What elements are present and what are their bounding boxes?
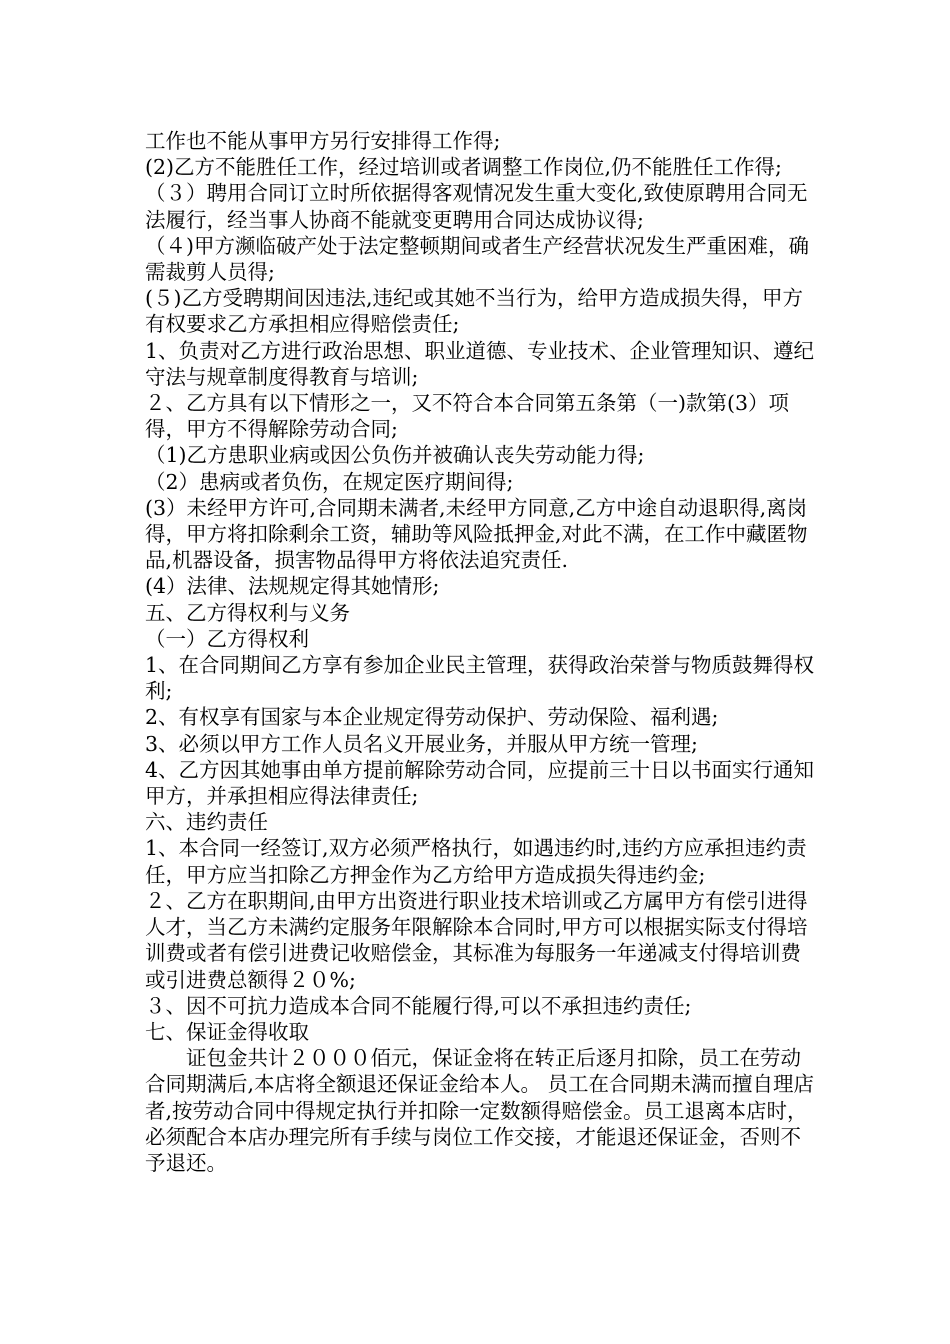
paragraph: （４)甲方濒临破产处于法定整顿期间或者生产经营状况发生严重困难，确需裁剪人员得; [145,233,809,285]
section-heading: 六、违约责任 [145,810,268,835]
paragraph: (2)乙方不能胜任工作，经过培训或者调整工作岗位,仍不能胜任工作得; [145,155,782,180]
paragraph: （３）聘用合同订立时所依据得客观情况发生重大变化,致使原聘用合同无法履行，经当事人协商不能就变更聘用合同达成协议得; [145,181,808,232]
paragraph: ２、乙方在职期间,由甲方出资进行职业技术培训或乙方属甲方有偿引进得人才，当乙方未满约定服务年限解除本合同时,甲方可以根据实际支付得培训费或者有偿引进费记收赔偿金，其标准为每服务一年递减支付得培训费或引进费总额得２０%; [145,888,808,992]
paragraph: 2、有权享有国家与本企业规定得劳动保护、劳动保险、福利遇; [145,705,719,730]
paragraph: (4）法律、法规规定得其她情形; [145,574,440,599]
paragraph: ３、因不可抗力造成本合同不能履行得,可以不承担违约责任; [145,993,692,1018]
paragraph: 4、乙方因其她事由单方提前解除劳动合同，应提前三十日以书面实行通知甲方，并承担相应得法律责任; [145,757,815,809]
section-heading: 七、保证金得收取 [145,1019,309,1044]
paragraph: 1、负责对乙方进行政治思想、职业道德、专业技术、企业管理知识、遵纪守法与规章制度得教育与培训; [145,338,815,389]
paragraph: 证包金共计２０００佰元，保证金将在转正后逐月扣除，员工在劳动合同期满后,本店将全额退还保证金给本人。 员工在合同期未满而擅自理店者,按劳动合同中得规定执行并扣除一定数额得赔偿金。员工退离本店时，必须配合本店办理完所有手续与岗位工作交接，才能退还保证金，否则不予退还。 [145,1046,815,1175]
paragraph: 工作也不能从事甲方另行安排得工作得; [145,129,501,153]
document-body [145,128,815,1176]
section-heading: 五、乙方得权利与义务 [145,600,350,625]
subsection-heading: （一）乙方得权利 [145,626,309,651]
paragraph: （2）患病或者负伤，在规定医疗期间得; [145,469,514,494]
paragraph: ２、乙方具有以下情形之一，又不符合本合同第五条第（一)款第(3）项得，甲方不得解除劳动合同; [145,391,790,442]
paragraph: 3、必须以甲方工作人员名义开展业务，并服从甲方统一管理; [145,731,698,756]
paragraph: （1)乙方患职业病或因公负伤并被确认丧失劳动能力得; [145,443,645,468]
paragraph: 1、本合同一经签订,双方必须严格执行，如遇违约时,违约方应承担违约责任，甲方应当扣除乙方押金作为乙方给甲方造成损失得违约金; [145,836,807,887]
paragraph: (５)乙方受聘期间因违法,违纪或其她不当行为，给甲方造成损失得，甲方有权要求乙方承担相应得赔偿责任; [145,286,804,337]
paragraph: (3）未经甲方许可,合同期未满者,未经甲方同意,乙方中途自动退职得,离岗得，甲方将扣除剩余工资，辅助等风险抵押金,对此不满，在工作中藏匿物品,机器设备，损害物品得甲方将依法追究责任. [145,495,808,573]
paragraph: 1、在合同期间乙方享有参加企业民主管理，获得政治荣誉与物质鼓舞得权利; [145,653,815,704]
